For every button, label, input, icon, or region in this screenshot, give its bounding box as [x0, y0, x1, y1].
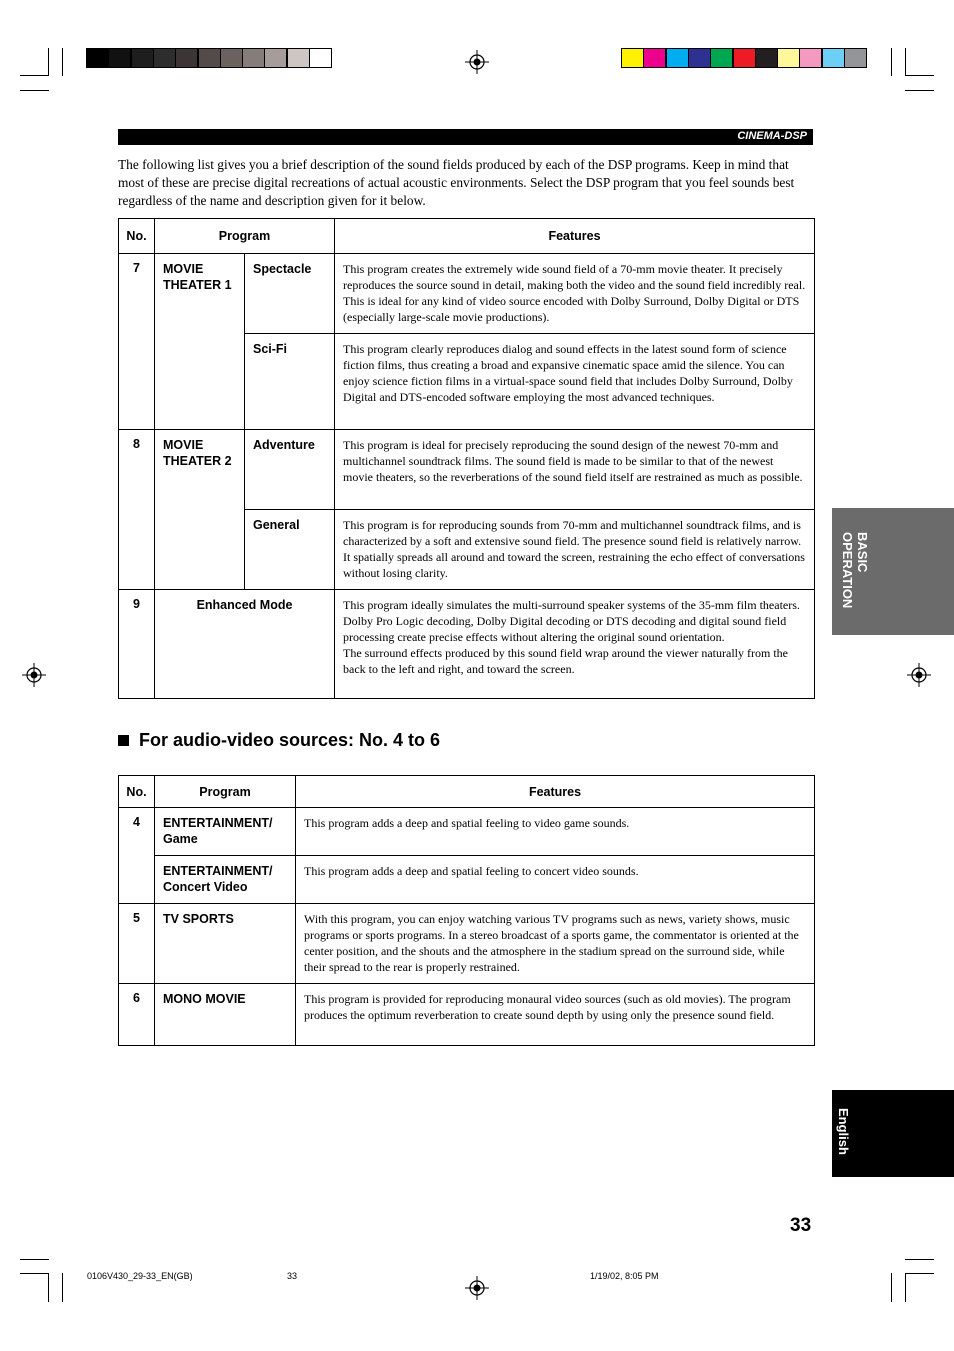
program-number: 9: [119, 590, 155, 699]
program-features: This program is ideal for precisely reproducing the sound design of the newest 70-mm and multichannel soundtrack films. The sound field is made to be similar to that of the newest movie theaters, so the reverberations of the sound field itself are restrained as much as possible.: [335, 430, 815, 510]
color-swatch: [710, 48, 733, 68]
section-heading-text: For audio-video sources: No. 4 to 6: [139, 730, 441, 750]
color-swatch: [153, 48, 176, 68]
program-name: Adventure: [245, 430, 335, 510]
side-tab-basic-operation: [832, 508, 954, 635]
table-row: [119, 430, 815, 510]
footer-page: 33: [287, 1271, 298, 1281]
program-features: This program clearly reproduces dialog and sound effects in the latest sound form of science fiction films, thus creating a broad and expansive cinematic space amid the silence. You can enjoy science fiction films in a virtual-space sound field that includes Dolby Surround, Dolby Digital and DTS-encoded software employing the most advanced techniques.: [335, 334, 815, 430]
program-number: 8: [119, 430, 155, 590]
table-row: [119, 856, 815, 904]
column-header-no: No.: [119, 219, 155, 254]
features-paragraph: The surround effects produced by this sound field wrap around the viewer naturally from the back to the left and right, and toward the screen.: [343, 646, 788, 676]
program-features: This program adds a deep and spatial feeling to video game sounds.: [296, 808, 815, 856]
program-features: This program is provided for reproducing monaural video sources (such as old movies). The program produces the optimum reverberation to create sound depth by using only the presence sound field.: [296, 984, 815, 1046]
program-name: TV SPORTS: [155, 904, 296, 984]
registration-mark-icon: [22, 663, 46, 687]
program-features: With this program, you can enjoy watching various TV programs such as news, variety shows, music programs or sports programs. In a stereo broadcast of a sports game, the commentator is oriented at the center position, and the shouts and the atmosphere in the stadium spread on the surround side, while their spread to the rear is properly restrained.: [296, 904, 815, 984]
program-name: MONO MOVIE: [155, 984, 296, 1046]
program-name: ENTERTAINMENT/ Game: [155, 808, 296, 856]
color-swatch: [108, 48, 131, 68]
column-header-no: No.: [119, 776, 155, 808]
column-header-features: Features: [335, 219, 815, 254]
color-swatch: [688, 48, 711, 68]
program-number: 5: [119, 904, 155, 984]
program-name: Enhanced Mode: [155, 590, 335, 699]
bullet-square-icon: [118, 735, 129, 746]
color-swatch: [844, 48, 867, 68]
table-row: [119, 808, 815, 856]
registration-mark-icon: [465, 50, 489, 74]
table-row: [119, 254, 815, 334]
color-swatch: [242, 48, 265, 68]
table-header-row: [119, 776, 815, 808]
color-swatch: [175, 48, 198, 68]
column-header-features: Features: [296, 776, 815, 808]
color-swatch: [264, 48, 287, 68]
registration-mark-icon: [907, 663, 931, 687]
color-swatch: [309, 48, 332, 68]
table-header-row: [119, 219, 815, 254]
side-tab-label: English: [836, 1108, 851, 1155]
side-tab-language: [832, 1090, 954, 1177]
color-swatch: [666, 48, 689, 68]
table-row: [119, 984, 815, 1046]
color-swatch: [799, 48, 822, 68]
color-swatch: [621, 48, 644, 68]
dsp-program-table: [118, 218, 815, 699]
column-header-program: Program: [155, 776, 296, 808]
program-group: MOVIE THEATER 2: [155, 430, 245, 590]
color-swatch: [131, 48, 154, 68]
color-swatch: [287, 48, 310, 68]
footer-date: 1/19/02, 8:05 PM: [590, 1271, 659, 1281]
color-swatch: [198, 48, 221, 68]
intro-paragraph: The following list gives you a brief description of the sound fields produced by each of the DSP programs. Keep in mind that most of these are precise digital recreations of actual acoustic environments. Select the DSP program that you feel sounds best regardless of the name and description given for it below.: [118, 157, 795, 208]
program-name: ENTERTAINMENT/ Concert Video: [155, 856, 296, 904]
program-number: 6: [119, 984, 155, 1046]
features-paragraph: This program ideally simulates the multi-surround speaker systems of the 35-mm film theaters. Dolby Pro Logic decoding, Dolby Digital decoding or DTS decoding and digital sound field processing create precise effects without altering the original sound orientation.: [343, 598, 800, 644]
table-row: [119, 904, 815, 984]
program-group: MOVIE THEATER 1: [155, 254, 245, 430]
page-number: 33: [790, 1215, 812, 1236]
color-swatch: [643, 48, 666, 68]
table-row: [119, 590, 815, 699]
section-label: CINEMA-DSP: [737, 130, 807, 142]
section-header-bar: [118, 129, 813, 145]
program-features: This program adds a deep and spatial feeling to concert video sounds.: [296, 856, 815, 904]
side-tab-label: BASIC OPERATION: [840, 532, 870, 609]
column-header-program: Program: [155, 219, 335, 254]
program-features: This program is for reproducing sounds from 70-mm and multichannel soundtrack films, and is characterized by a soft and extensive sound field. The presence sound field is relatively narrow. It spatially spreads all around and toward the screen, restraining the echo effect of conversations without losing clarity.: [335, 510, 815, 590]
program-features: [335, 590, 815, 699]
program-number: 7: [119, 254, 155, 430]
program-name: Spectacle: [245, 254, 335, 334]
color-swatch: [777, 48, 800, 68]
program-number: 4: [119, 808, 155, 904]
color-swatch: [86, 48, 109, 68]
color-swatch: [733, 48, 756, 68]
color-swatch: [822, 48, 845, 68]
av-program-table: [118, 775, 815, 1046]
color-swatch: [220, 48, 243, 68]
program-features: This program creates the extremely wide sound field of a 70-mm movie theater. It precisely reproduces the source sound in detail, making both the video and the sound field incredibly real. This is ideal for any kind of video source encoded with Dolby Surround, Dolby Digital or DTS (especially large-scale movie productions).: [335, 254, 815, 334]
section-heading: [118, 730, 440, 751]
program-name: Sci-Fi: [245, 334, 335, 430]
registration-mark-icon: [465, 1276, 489, 1300]
color-swatch: [755, 48, 778, 68]
program-name: General: [245, 510, 335, 590]
footer-filename: 0106V430_29-33_EN(GB): [87, 1271, 193, 1281]
